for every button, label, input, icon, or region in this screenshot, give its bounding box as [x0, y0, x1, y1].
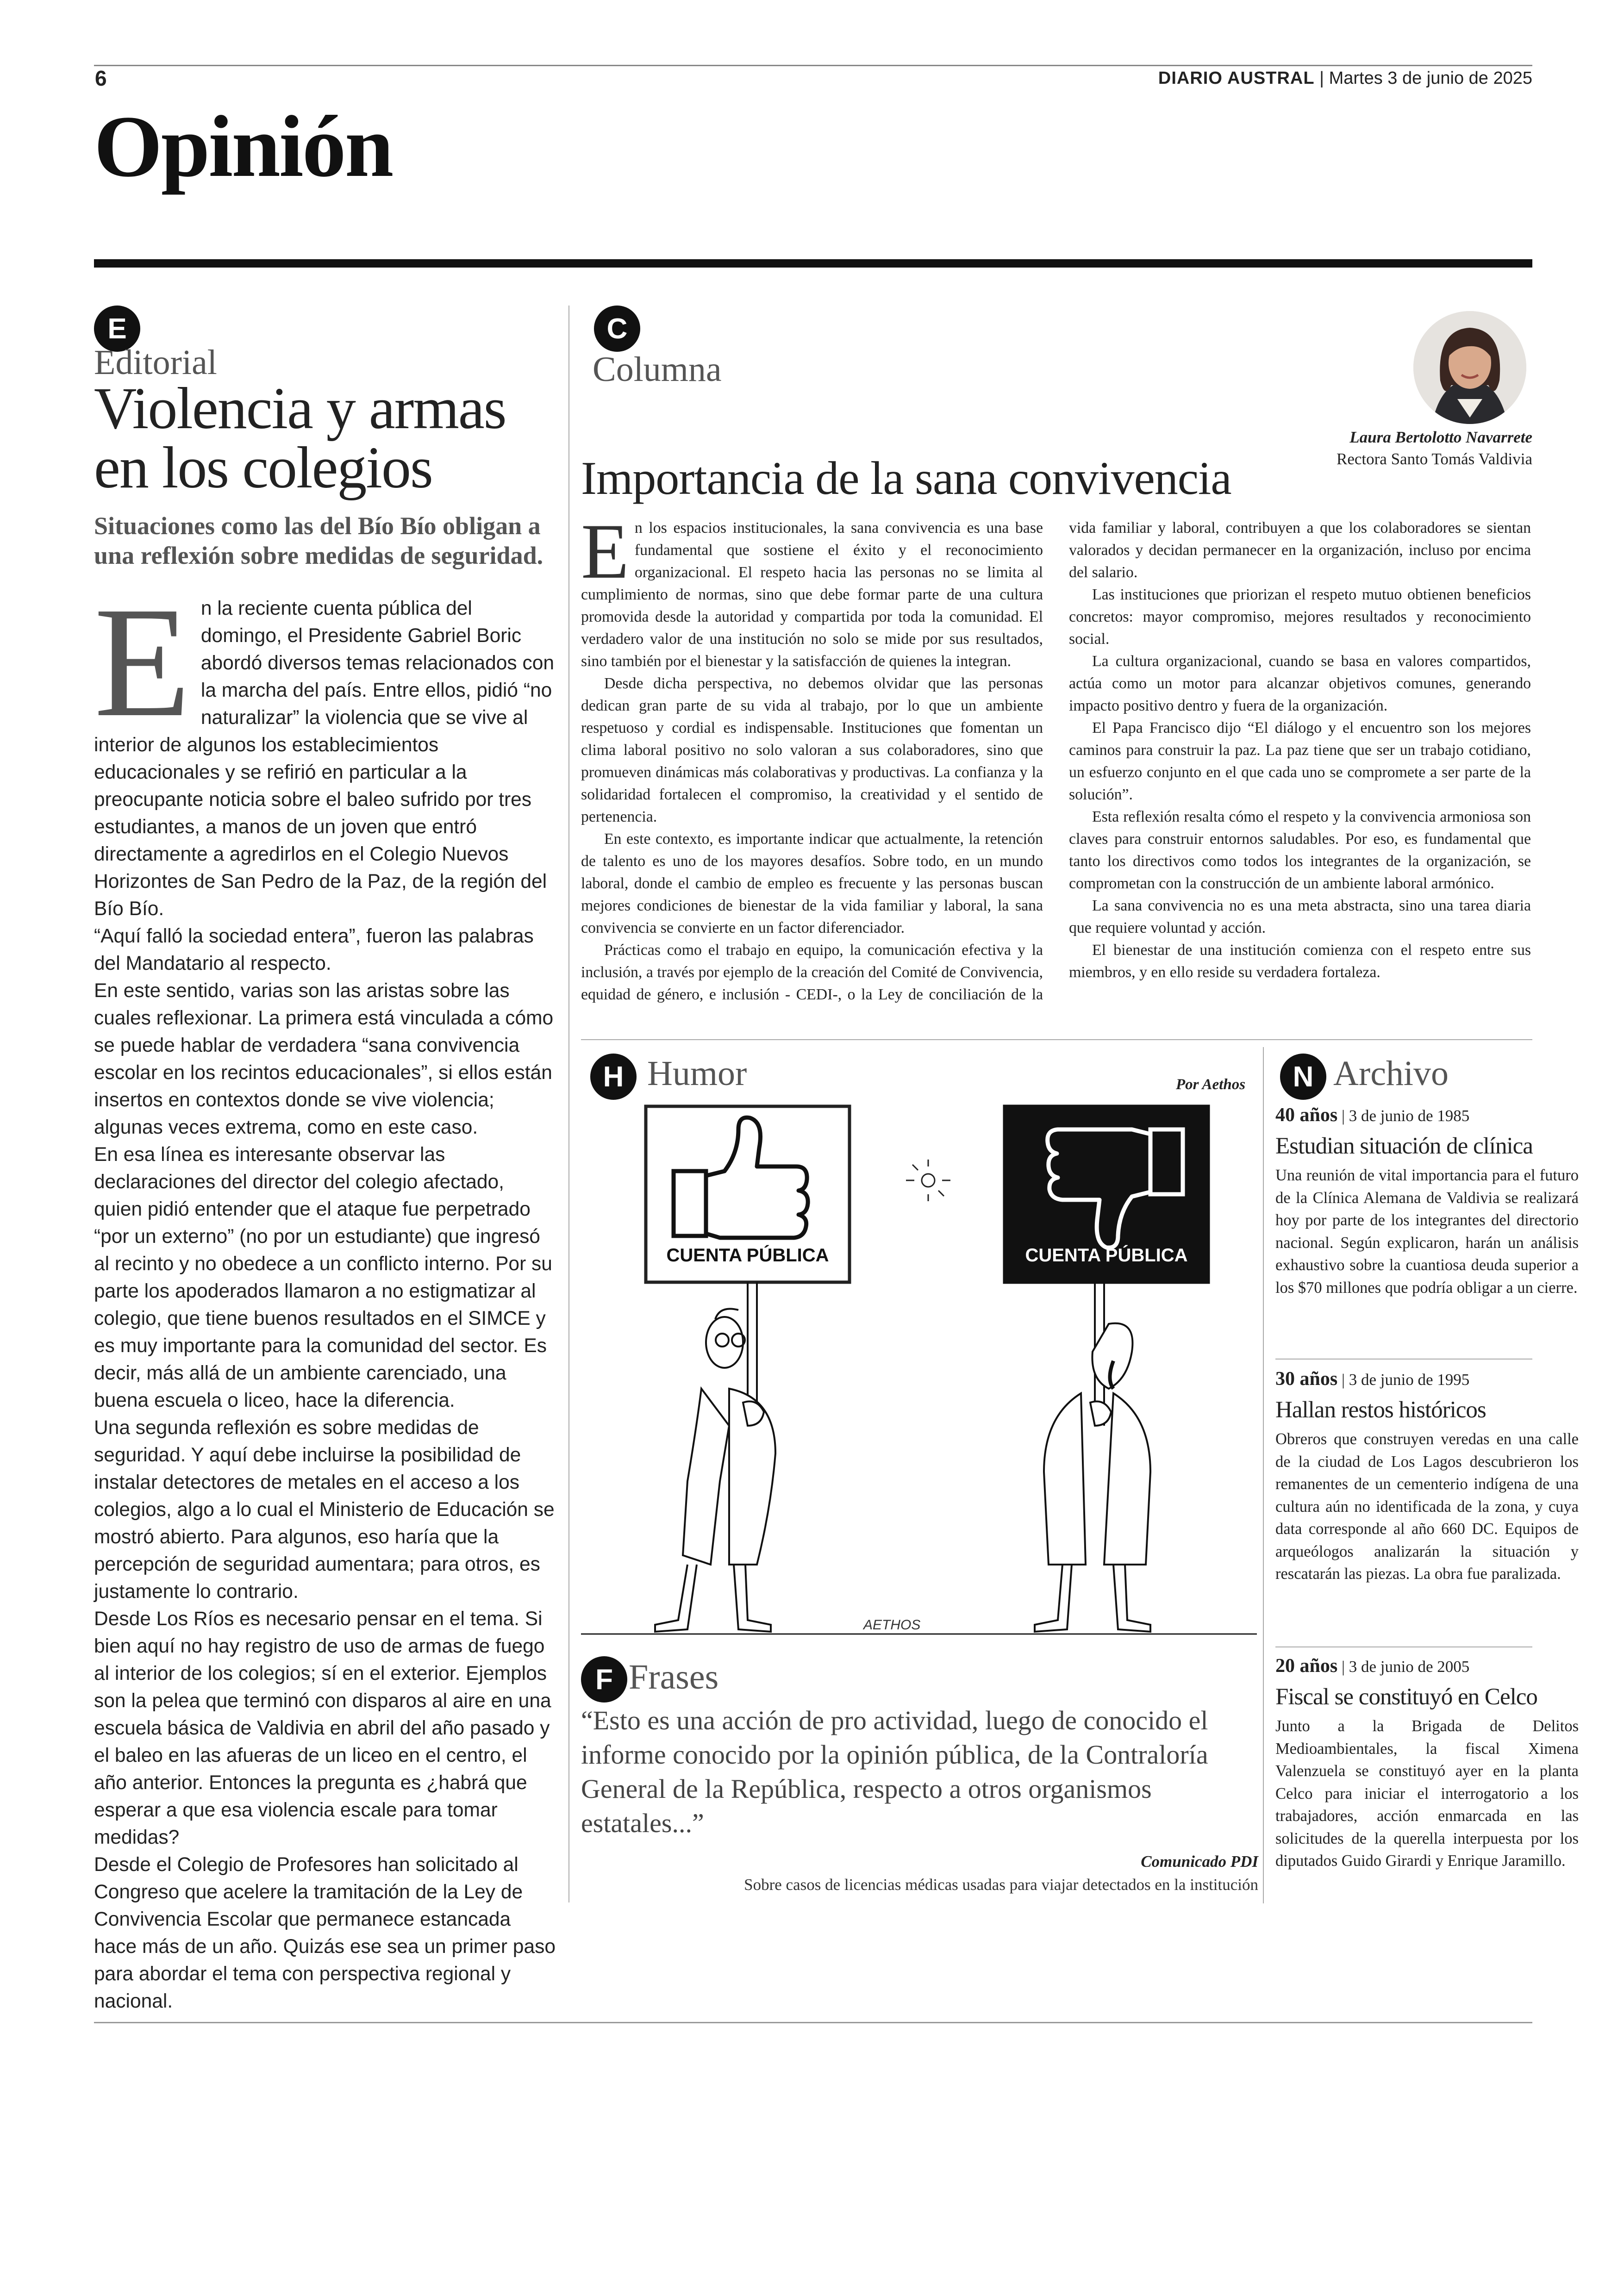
columna-body: [581, 508, 1531, 1033]
archivo-badge: N: [1280, 1054, 1326, 1100]
columna-paragraph: [581, 508, 1043, 673]
humor-badge: H: [590, 1054, 637, 1100]
editorial-dropcap: E: [94, 574, 191, 749]
columna-paragraph: La cultura organizacional, cuando se basa en valores compartidos, actúa como un motor para alcanzar objetivos comunes, generando impacto positivo dentro y fuera de la organización.: [1069, 653, 1531, 714]
frases-badge: F: [581, 1656, 627, 1703]
cartoon-credit: Por Aethos: [1176, 1076, 1246, 1093]
editorial-title: [94, 375, 557, 500]
frases-kicker: Frases: [629, 1658, 719, 1696]
cartoon-man-left: [655, 1282, 775, 1632]
editorial-paragraph: En este sentido, varias son las aristas sobre las cuales reflexionar. La primera está vinculada a cómo se puede hablar de verdadera “sana convivencia escolar en los recintos educacionales”, si ellos están insertos en contextos donde se vive violencia; algunas veces extrema, como en este caso.: [94, 980, 554, 1138]
columna-dropcap: E: [581, 508, 629, 595]
archivo-item-title: Estudian situación de clínica: [1275, 1133, 1533, 1159]
archivo-item-title: Hallan restos históricos: [1275, 1397, 1486, 1423]
column-divider: [568, 306, 569, 1902]
humor-kicker: Humor: [647, 1054, 747, 1093]
editorial-title-line2: en los colegios: [94, 435, 432, 500]
sign-label-right: CUENTA PÚBLICA: [1025, 1245, 1188, 1266]
author-role: Rectora Santo Tomás Valdivia: [1337, 450, 1532, 468]
columna-paragraph: El Papa Francisco dijo “El diálogo y el encuentro son los mejores caminos para construir la paz. La paz tiene que ser un trabajo cotidiano, un esfuerzo conjunto en el que cada uno se compromete a ser parte de la solución”.: [1069, 719, 1531, 803]
columna-paragraph: En este contexto, es importante indicar que actualmente, la retención de talento es uno de los mayores desafíos. Sobre todo, en un mundo laboral, donde el cambio de empleo es frecuente y las personas buscan mejores condiciones de bienestar de la vida familiar y laboral, la sana convivencia se convierte en un factor diferenciador.: [581, 830, 1043, 936]
frases-quote: “Esto es una acción de pro actividad, luego de conocido el informe conocido por la opinión pública, de la Contraloría General de la República, respecto a otros organismos estatales...”: [581, 1705, 1208, 1838]
columna-kicker: Columna: [593, 350, 722, 389]
cartoon-signature: AETHOS: [863, 1617, 921, 1633]
editorial-paragraph: Desde Los Ríos es necesario pensar en el tema. Si bien aquí no hay registro de uso de armas de fuego al interior de los colegios; sí en el exterior. Ejemplos son la pelea que terminó con disparos al aire en una escuela básica de Valdivia en abril del año pasado y el baleo en las afueras de un liceo en el centro, el año anterior. Entonces la pregunta es ¿habrá que esperar a que esa violencia escale para tomar medidas?: [94, 1608, 551, 1848]
editorial-paragraph: “Aquí falló la sociedad entera”, fueron las palabras del Mandatario al respecto.: [94, 925, 534, 974]
columna-paragraph: Las instituciones que priorizan el respeto mutuo obtienen beneficios concretos: mayor compromiso, mejores resultados y reconocimiento social.: [1069, 586, 1531, 648]
archivo-item-body: Obreros que construyen veredas en una calle de la ciudad de Los Lagos descubrieron los remanentes de un cementerio indígena de una cultura aún no identificada de la zona, y cuya data corresponde al año 660 DC. Equipos de arqueólogos analizarán la situación y rescatarán las piezas. La obra fue paralizada.: [1275, 1430, 1579, 1583]
frases-context: Sobre casos de licencias médicas usadas para viajar detectados en la institución: [744, 1876, 1258, 1894]
editorial-badge: E: [94, 306, 140, 352]
frases-source: Comunicado PDI: [1141, 1852, 1258, 1871]
bottom-rule: [94, 2022, 1532, 2023]
archivo-item-head: 30 años | 3 de junio de 1995: [1275, 1368, 1470, 1390]
author-photo: [1413, 311, 1526, 424]
archivo-item-head: 20 años | 3 de junio de 2005: [1275, 1655, 1470, 1677]
archivo-years: 20 años: [1275, 1655, 1338, 1677]
top-rule: [94, 65, 1532, 66]
page-number: 6: [95, 66, 107, 90]
columna-paragraph: La sana convivencia no es una meta abstracta, sino una tarea diaria que requiere voluntad y acción.: [1069, 897, 1531, 936]
archivo-years: 30 años: [1275, 1368, 1338, 1390]
humor-cartoon: [581, 1102, 1257, 1639]
archivo-item: [1275, 1104, 1581, 1299]
columna-badge: C: [594, 306, 640, 352]
archivo-item-body: Junto a la Brigada de Delitos Medioambientales, la fiscal Ximena Valenzuela se constituyó ayer en la planta Celco para iniciar el interrogatorio a los trabajadores, acción enmarcada en las solicitudes de la querella interpuesta por los diputados Guido Girardi y Enrique Jaramillo.: [1275, 1717, 1579, 1870]
archivo-item-title: Fiscal se constituyó en Celco: [1275, 1684, 1537, 1710]
section-title: Opinión: [94, 98, 393, 195]
archivo-date: 3 de junio de 1985: [1349, 1107, 1470, 1125]
archivo-rule: [1275, 1359, 1532, 1360]
columna-paragraph: Prácticas como el trabajo en equipo, la comunicación efectiva y la inclusión, a través por ejemplo de la creación del Comité de Convivencia, equidad de género, e inclusión - CEDI-, o la Ley de conciliación de la vida familiar y laboral, contribuyen a que los colaboradores se sientan valorados y decidan permanecer en la organización, incluso por encima del salario.: [581, 519, 1531, 1003]
editorial-body: [94, 574, 557, 2015]
sign-label-left: CUENTA PÚBLICA: [666, 1245, 829, 1266]
cartoon-man-right: [1035, 1282, 1150, 1632]
editorial-title-line1: Violencia y armas: [94, 375, 506, 441]
archivo-item-head: 40 años | 3 de junio de 1985: [1275, 1104, 1470, 1126]
archivo-date: 3 de junio de 1995: [1349, 1371, 1470, 1389]
editorial-paragraph: n la reciente cuenta pública del domingo, el Presidente Gabriel Boric abordó diversos temas relacionados con la marcha del país. Entre ellos, pidió “no naturalizar” la violencia que se vive al interior de algunos los establecimientos educacionales y se refirió en particular a la preocupante noticia sobre el baleo sufrido por tres estudiantes, a manos de un joven que entró directamente a agredirlos en el Colegio Nuevos Horizontes de San Pedro de la Paz, de la región del Bío Bío.: [94, 598, 554, 920]
editorial-paragraph: En esa línea es interesante observar las declaraciones del director del colegio afectado, quien pidió entender que el ataque fue perpetrado “por un externo” (no por un estudiante) que ingresó al recinto y no obedece a un conflicto interno. Por su parte los apoderados llamaron a no estigmatizar al colegio, que tiene buenos resultados en el SIMCE y es muy importante para la comunidad del sector. Es decir, más allá de un ambiente carenciado, una buena escuela o liceo, hace la diferencia.: [94, 1144, 552, 1411]
archivo-years: 40 años: [1275, 1104, 1338, 1126]
columna-paragraph: Desde dicha perspectiva, no debemos olvidar que las personas dedican gran parte de su vida al trabajo, por lo que un ambiente respetuoso y cordial es indispensable. Instituciones que fomentan un clima laboral positivo no solo valoran a sus colaboradores, sino que promueven dinámicas más colaborativas y productivas. La confianza y la solidaridad fortalecen el compromiso, la creatividad y el sentido de pertenencia.: [581, 675, 1043, 825]
archivo-date: 3 de junio de 2005: [1349, 1658, 1470, 1676]
columna-title: Importancia de la sana convivencia: [581, 452, 1231, 505]
columna-paragraph: Esta reflexión resalta cómo el respeto y la convivencia armoniosa son claves para construir entornos saludables. Por eso, es fundamental que tanto los directivos como todos los integrantes de la organización, se comprometan con la construcción de un ambiente laboral armónico.: [1069, 808, 1531, 892]
archivo-item-body: Una reunión de vital importancia para el futuro de la Clínica Alemana de Valdivia se realizará hoy por parte de los integrantes del directorio nacional. Según explicaron, harán un análisis exhaustivo sobre la cuantiosa deuda superior a los $70 millones que podría obligar a un cierre.: [1275, 1166, 1579, 1297]
archivo-divider: [1263, 1047, 1264, 1903]
author-name: Laura Bertolotto Navarrete: [1349, 428, 1532, 446]
editorial-kicker: Editorial: [94, 343, 217, 382]
dateline: DIARIO AUSTRAL | Martes 3 de junio de 2025: [1158, 69, 1532, 88]
archivo-kicker: Archivo: [1333, 1054, 1449, 1093]
publication-name: DIARIO AUSTRAL: [1158, 69, 1315, 88]
archivo-rule: [1275, 1646, 1532, 1647]
columna-bottom-rule: [581, 1039, 1532, 1040]
columna-paragraph-text: n los espacios institucionales, la sana convivencia es una base fundamental que sostiene el éxito y el reconocimiento organizacional. El respeto hacia las personas no se limita al cumplimiento de normas, sino que debe formar parte de una cultura promovida desde la autoridad y compartida por toda la comunidad. El verdadero valor de una institución no solo se mide por sus resultados, sino también por el bienestar y la satisfacción de quienes la integran.: [581, 519, 1043, 670]
columna-paragraph: El bienestar de una institución comienza con el respeto entre sus miembros, y en ello reside su verdadera fortaleza.: [1069, 942, 1531, 981]
header-thick-rule: [94, 259, 1532, 268]
issue-date: Martes 3 de junio de 2025: [1329, 69, 1532, 88]
archivo-item: [1275, 1368, 1581, 1585]
editorial-paragraph: Una segunda reflexión es sobre medidas de seguridad. Y aquí debe incluirse la posibilidad de instalar detectores de metales en el acceso a los colegios, algo a lo cual el Ministerio de Educación se mostró abierto. Para algunos, eso haría que la percepción de seguridad aumentara; para otros, es justamente lo contrario.: [94, 1417, 555, 1603]
sparkle-icon: [906, 1160, 950, 1201]
editorial-deck: Situaciones como las del Bío Bío obligan a una reflexión sobre medidas de seguridad.: [94, 512, 543, 569]
archivo-item: [1275, 1655, 1581, 1872]
editorial-paragraph: Desde el Colegio de Profesores han solicitado al Congreso que acelere la tramitación de la Ley de Convivencia Escolar que permanece estancada hace más de un año. Quizás ese sea un primer paso para abordar el tema con perspectiva regional y nacional.: [94, 1854, 556, 2012]
